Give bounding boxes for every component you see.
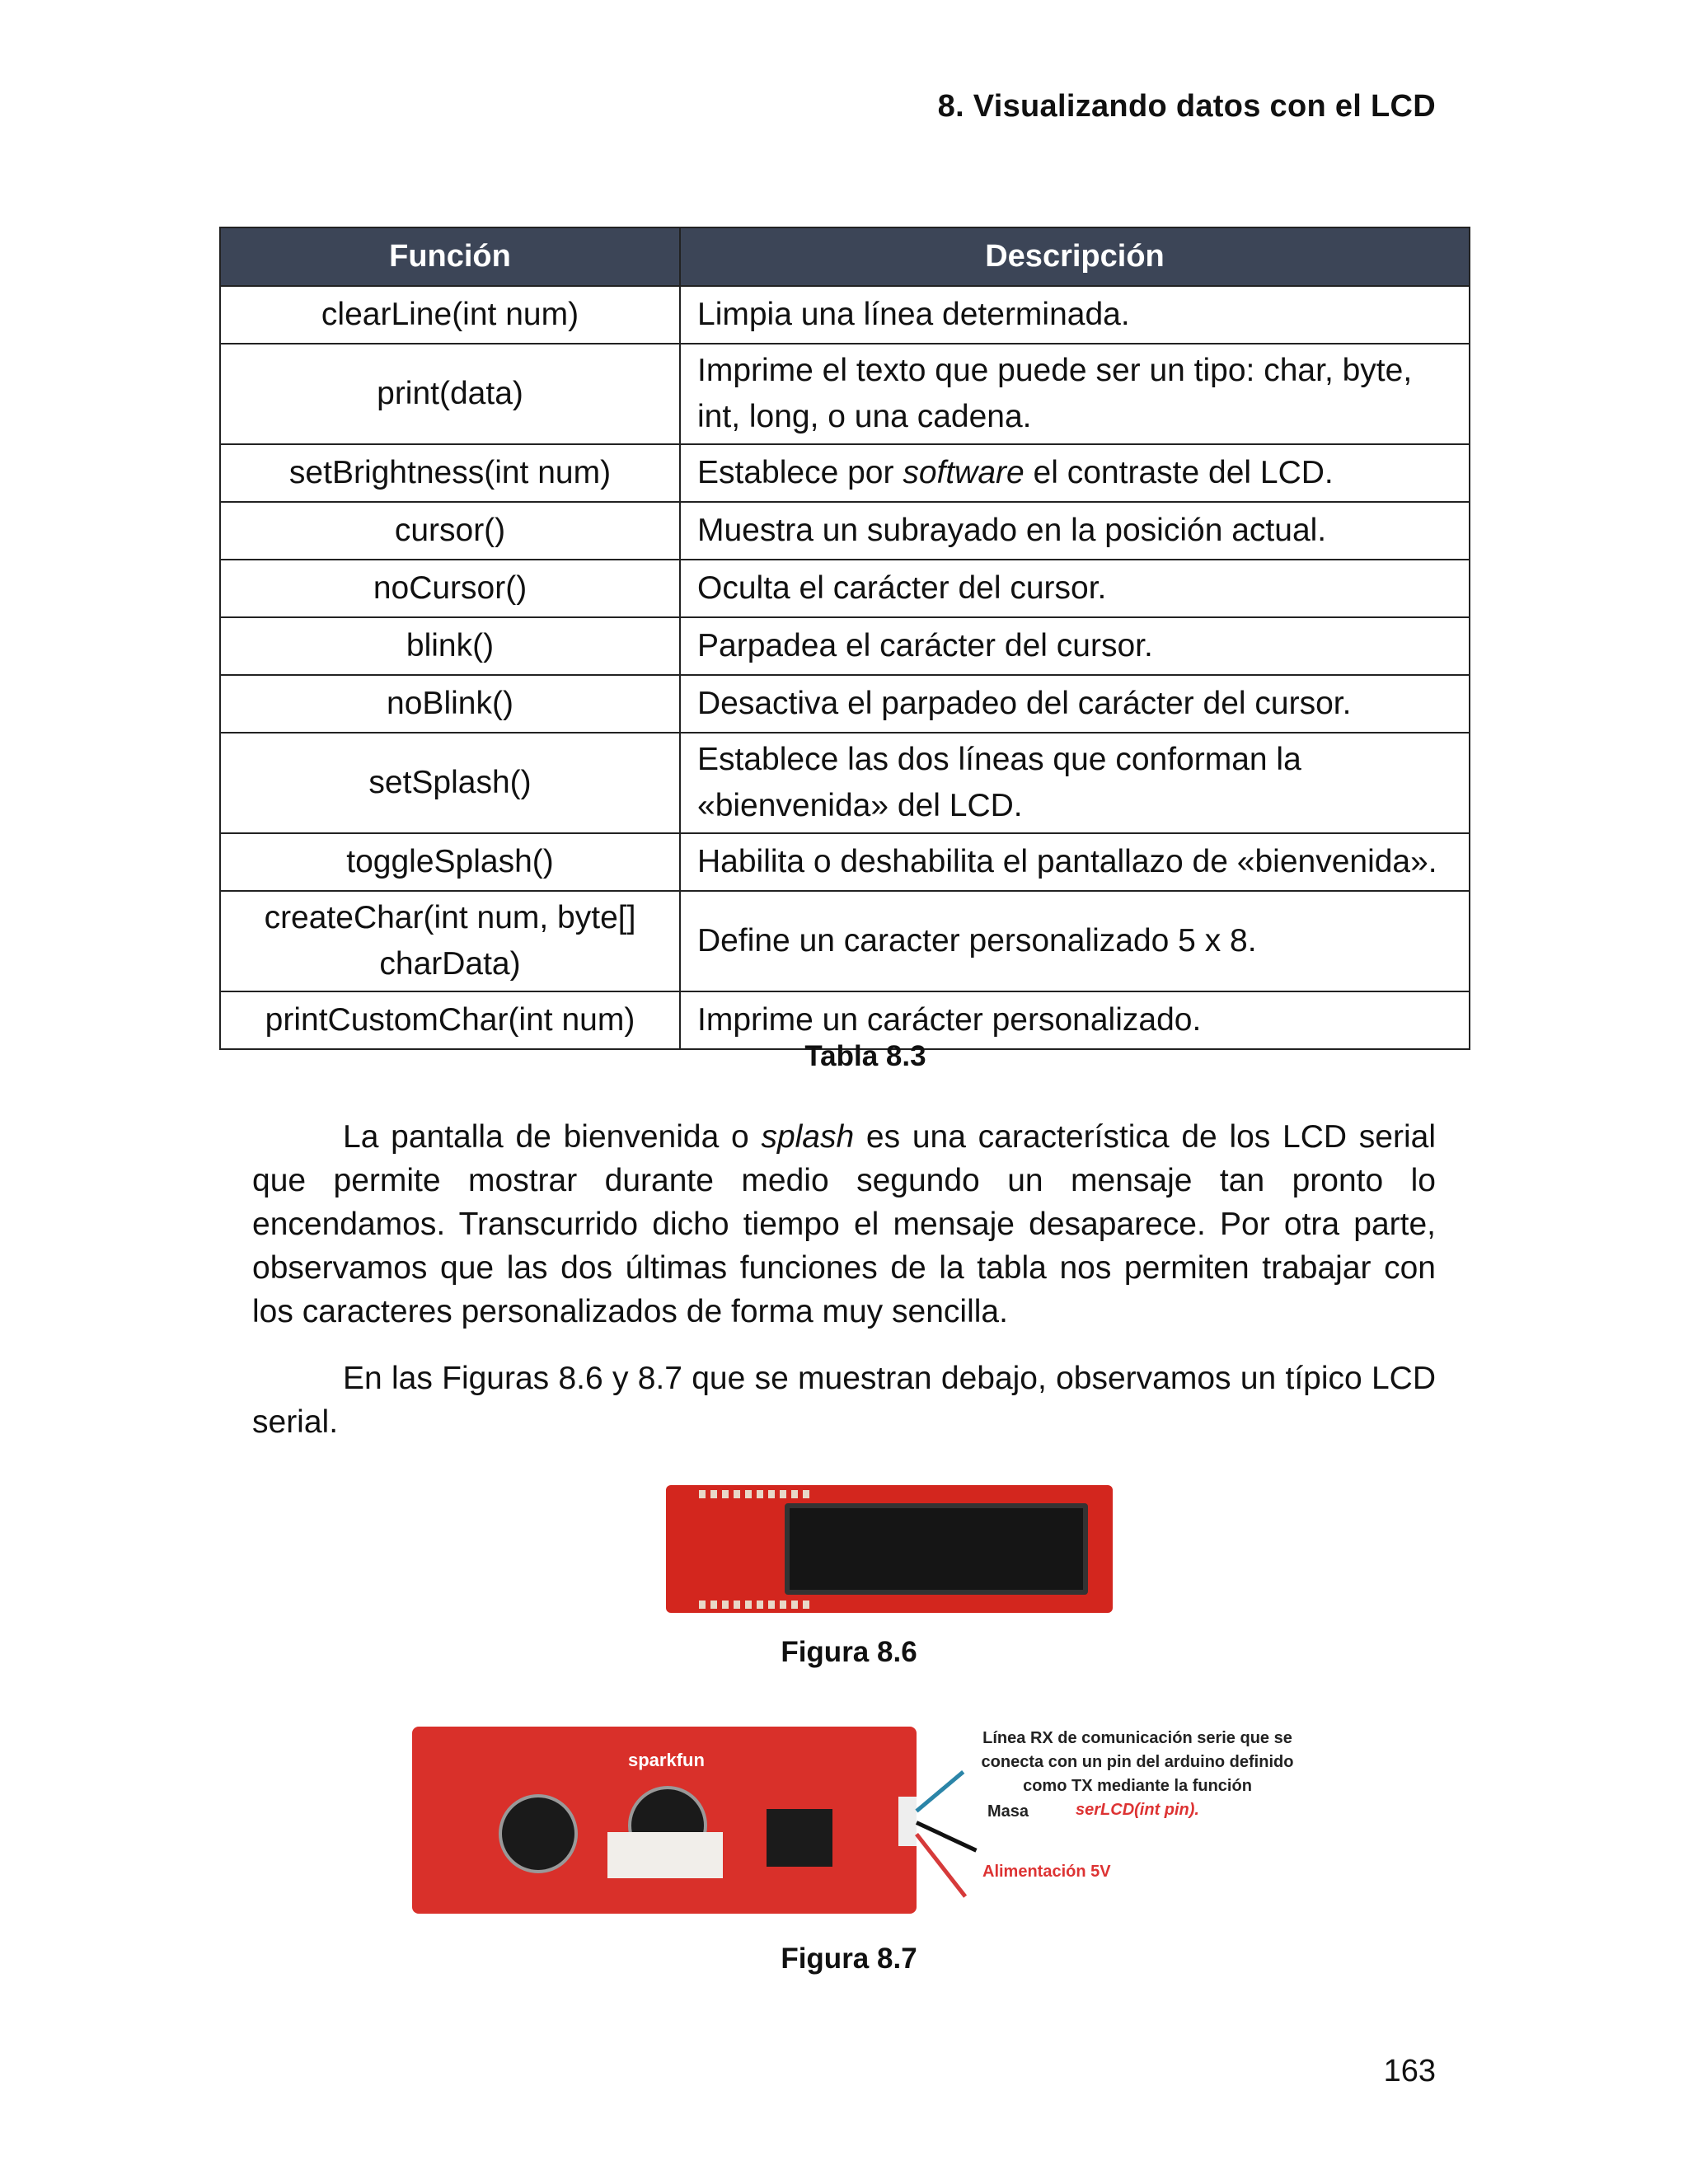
function-description: Oculta el carácter del cursor.	[680, 560, 1470, 617]
description-emphasis: software	[903, 455, 1025, 490]
page-number: 163	[1383, 2054, 1436, 2088]
description-text: Establece por	[697, 455, 903, 490]
buzzer-circle	[499, 1794, 578, 1873]
paragraph-text: La pantalla de bienvenida o	[343, 1119, 762, 1155]
rx-annotation-text: Línea RX de comunicación serie que se conecta con un pin del arduino definido como TX mediante la función	[981, 1729, 1294, 1795]
table-row	[220, 286, 1470, 344]
pcb-board	[412, 1727, 917, 1914]
lcd-front-image	[666, 1485, 1113, 1613]
paragraph-emphasis: splash	[761, 1119, 855, 1155]
column-header-function: Función	[220, 227, 680, 286]
table-header-row	[220, 227, 1470, 286]
table-row	[220, 502, 1470, 560]
table-row	[220, 444, 1470, 502]
board-sticker	[607, 1832, 723, 1878]
brand-logo: sparkfun	[628, 1750, 705, 1770]
function-description: Establece las dos líneas que conforman la «bienvenida» del LCD.	[680, 733, 1470, 833]
function-name: setSplash()	[220, 733, 680, 833]
function-description: Parpadea el carácter del cursor.	[680, 617, 1470, 675]
function-name: cursor()	[220, 502, 680, 560]
table-row	[220, 344, 1470, 444]
function-name: print(data)	[220, 344, 680, 444]
figure-caption: Figura 8.7	[781, 1943, 917, 1975]
rx-annotation-function: serLCD(int pin).	[1076, 1801, 1199, 1819]
lcd-back-image	[412, 1727, 1296, 1916]
paragraph-text: es una característica de los LCD serial que permite mostrar durante medio segundo un mensaje tan pronto lo encendamos. Transcurrido dicho tiempo el mensaje desaparece. Por otra parte, observamos que las dos últimas funciones de la tabla nos permiten trabajar con los caracteres personalizados de forma muy sencilla.	[252, 1119, 1437, 1329]
function-name: toggleSplash()	[220, 833, 680, 891]
table-row	[220, 833, 1470, 891]
function-description: Desactiva el parpadeo del carácter del cursor.	[680, 675, 1470, 733]
function-name: noCursor()	[220, 560, 680, 617]
table-row	[220, 617, 1470, 675]
lcd-screen	[785, 1503, 1088, 1595]
function-name: printCustomChar(int num)	[220, 991, 680, 1049]
chip	[767, 1809, 832, 1867]
paragraph-figures: En las Figuras 8.6 y 8.7 que se muestran debajo, observamos un típico LCD serial.	[252, 1361, 1436, 1440]
function-name: setBrightness(int num)	[220, 444, 680, 502]
table-row	[220, 560, 1470, 617]
rx-arrow	[915, 1770, 964, 1812]
header-pins	[699, 1601, 814, 1609]
paragraph-splash	[252, 1115, 1436, 1333]
table-row	[220, 891, 1470, 991]
function-description: Define un caracter personalizado 5 x 8.	[680, 891, 1470, 991]
table-row	[220, 733, 1470, 833]
function-description: Limpia una línea determinada.	[680, 286, 1470, 344]
function-description: Habilita o deshabilita el pantallazo de «bienvenida».	[680, 833, 1470, 891]
serial-connector	[898, 1797, 917, 1846]
table-caption: Tabla 8.3	[804, 1040, 926, 1072]
figure-caption: Figura 8.6	[781, 1636, 917, 1668]
ground-annotation: Masa	[987, 1802, 1029, 1821]
functions-table	[219, 227, 1470, 1050]
function-description: Imprime el texto que puede ser un tipo: char, byte, int, long, o una cadena.	[680, 344, 1470, 444]
function-name: clearLine(int num)	[220, 286, 680, 344]
function-description: Imprime un carácter personalizado.	[680, 991, 1470, 1049]
function-name: createChar(int num, byte[] charData)	[220, 891, 680, 991]
description-text: el contraste del LCD.	[1024, 455, 1334, 490]
table-row	[220, 675, 1470, 733]
function-name: noBlink()	[220, 675, 680, 733]
chapter-heading: 8. Visualizando datos con el LCD	[937, 89, 1436, 124]
function-description	[680, 444, 1470, 502]
function-description: Muestra un subrayado en la posición actual.	[680, 502, 1470, 560]
function-name: blink()	[220, 617, 680, 675]
column-header-description: Descripción	[680, 227, 1470, 286]
header-pins	[699, 1490, 814, 1498]
power-annotation: Alimentación 5V	[982, 1863, 1111, 1881]
